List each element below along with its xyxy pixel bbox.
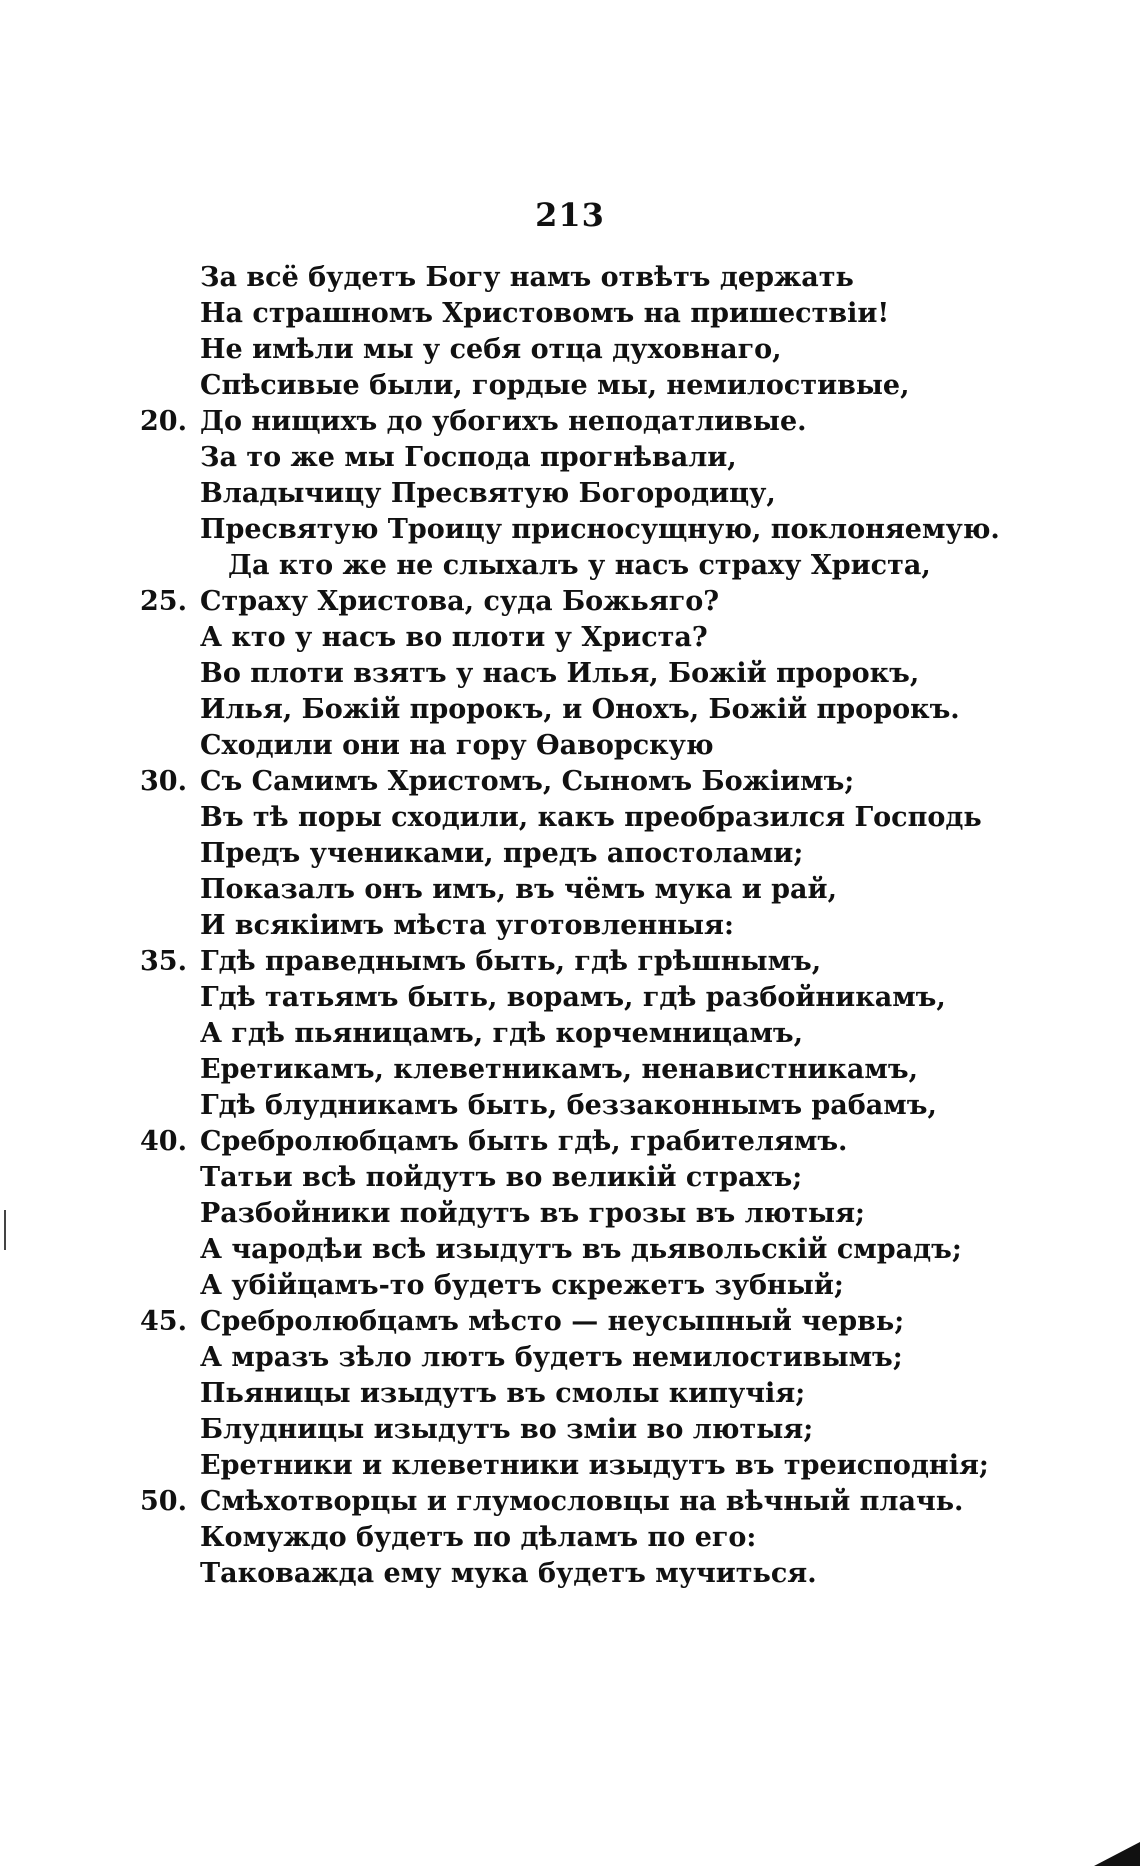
poem-line	[140, 1304, 1100, 1340]
poem-line	[140, 1340, 1100, 1376]
line-text: Гдѣ татьямъ быть, ворамъ, гдѣ разбойникамъ,	[200, 982, 946, 1013]
poem-line	[140, 1412, 1100, 1448]
poem-line	[140, 260, 1100, 296]
poem-line	[140, 728, 1100, 764]
line-text: Сходили они на гору Ѳаворскую	[200, 730, 714, 761]
poem-line	[140, 332, 1100, 368]
poem-line	[140, 404, 1100, 440]
poem-line	[140, 944, 1100, 980]
line-text: Разбойники пойдутъ въ грозы въ лютыя;	[200, 1198, 866, 1229]
poem-line	[140, 584, 1100, 620]
poem-line	[140, 980, 1100, 1016]
poem-line	[140, 440, 1100, 476]
poem-line	[140, 1016, 1100, 1052]
poem-line	[140, 1124, 1100, 1160]
line-text: Сребролюбцамъ быть гдѣ, грабителямъ.	[200, 1126, 848, 1157]
poem-line	[140, 1052, 1100, 1088]
poem-line	[140, 1196, 1100, 1232]
line-text: До нищихъ до убогихъ неподатливые.	[200, 406, 807, 437]
poem-line	[140, 764, 1100, 800]
line-text: А мразъ зѣло лютъ будетъ немилостивымъ;	[200, 1342, 903, 1373]
margin-mark	[4, 1210, 6, 1250]
poem-line	[140, 1268, 1100, 1304]
line-text: За то же мы Господа прогнѣвали,	[200, 442, 737, 473]
line-text: А убійцамъ-то будетъ скрежетъ зубный;	[200, 1270, 844, 1301]
line-text: Показалъ онъ имъ, въ чёмъ мука и рай,	[200, 874, 837, 905]
line-text: Еретикамъ, клеветникамъ, ненавистникамъ,	[200, 1054, 918, 1085]
line-text: Пьяницы изыдутъ въ смолы кипучія;	[200, 1378, 806, 1409]
poem-line	[140, 296, 1100, 332]
line-text: Владычицу Пресвятую Богородицу,	[200, 478, 776, 509]
poem-line	[140, 1232, 1100, 1268]
line-text: На страшномъ Христовомъ на пришествіи!	[200, 298, 890, 329]
line-text: Да кто же не слыхалъ у насъ страху Христа,	[228, 550, 931, 581]
line-text: Еретники и клеветники изыдутъ въ треисподнія;	[200, 1450, 989, 1481]
line-text: За всё будетъ Богу намъ отвѣтъ держать	[200, 262, 854, 293]
line-text: Пресвятую Троицу присносущную, поклоняемую.	[200, 514, 1000, 545]
poem-line	[140, 512, 1100, 548]
line-text: А гдѣ пьяницамъ, гдѣ корчемницамъ,	[200, 1018, 804, 1049]
poem-line	[140, 836, 1100, 872]
line-text: Смѣхотворцы и глумословцы на вѣчный плачь.	[200, 1486, 964, 1517]
line-number: 50.	[140, 1486, 187, 1517]
line-text: Татьи всѣ пойдутъ во великій страхъ;	[200, 1162, 803, 1193]
poem-line	[140, 1520, 1100, 1556]
poem-line	[140, 476, 1100, 512]
line-text: Илья, Божій пророкъ, и Онохъ, Божій пророкъ.	[200, 694, 960, 725]
line-text: Предъ учениками, предъ апостолами;	[200, 838, 804, 869]
line-text: Во плоти взятъ у насъ Илья, Божій пророкъ,	[200, 658, 920, 689]
line-number: 40.	[140, 1126, 187, 1157]
line-text: Спѣсивые были, гордые мы, немилостивые,	[200, 370, 910, 401]
line-text: А кто у насъ во плоти у Христа?	[200, 622, 708, 653]
line-number: 25.	[140, 586, 187, 617]
line-number: 20.	[140, 406, 187, 437]
line-text: Гдѣ праведнымъ быть, гдѣ грѣшнымъ,	[200, 946, 822, 977]
poem-line	[140, 692, 1100, 728]
line-text: Блудницы изыдутъ во зміи во лютыя;	[200, 1414, 814, 1445]
line-number: 30.	[140, 766, 187, 797]
poem-line	[140, 1556, 1100, 1592]
line-text: Не имѣли мы у себя отца духовнаго,	[200, 334, 782, 365]
line-text: Страху Христова, суда Божьяго?	[200, 586, 720, 617]
poem-line	[140, 656, 1100, 692]
line-number: 35.	[140, 946, 187, 977]
poem-line	[140, 1484, 1100, 1520]
line-text: А чародѣи всѣ изыдутъ въ дьявольскій смрадъ;	[200, 1234, 962, 1265]
line-text: Съ Самимъ Христомъ, Сыномъ Божіимъ;	[200, 766, 855, 797]
poem-line	[140, 620, 1100, 656]
line-text: Гдѣ блудникамъ быть, беззаконнымъ рабамъ,	[200, 1090, 937, 1121]
line-text: Въ тѣ поры сходили, какъ преобразился Господь	[200, 802, 982, 833]
line-text: Комуждо будетъ по дѣламъ по его:	[200, 1522, 757, 1553]
poem-line	[140, 1088, 1100, 1124]
poem-line	[140, 368, 1100, 404]
poem-line	[140, 872, 1100, 908]
poem-text	[140, 260, 1100, 1592]
poem-line	[140, 1448, 1100, 1484]
poem-line	[140, 800, 1100, 836]
page-number: 213	[535, 196, 605, 234]
poem-line	[140, 1376, 1100, 1412]
corner-mark	[1094, 1842, 1140, 1866]
line-number: 45.	[140, 1306, 187, 1337]
poem-line	[140, 548, 1100, 584]
line-text: Таковажда ему мука будетъ мучиться.	[200, 1558, 817, 1589]
line-text: И всякіимъ мѣста уготовленныя:	[200, 910, 734, 941]
line-text: Сребролюбцамъ мѣсто — неусыпный червь;	[200, 1306, 905, 1337]
poem-line	[140, 908, 1100, 944]
poem-line	[140, 1160, 1100, 1196]
